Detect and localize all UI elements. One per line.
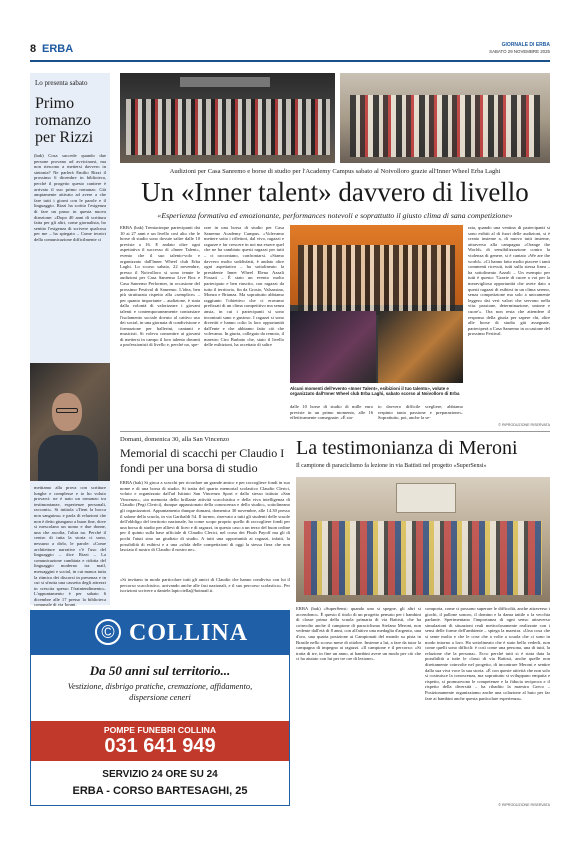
photo-collage xyxy=(290,225,463,383)
chess-col-2: «Si invitano in modo particolare tutti gli amici di Claudio che hanno condiviso con lui il percorso scacchistico, arrivando anche alle fasi nazionali, e il suo percorso scolastico». Per iscrizioni scrivere a daniele.lapicciella@hotmail.it. xyxy=(120,577,290,594)
page-header xyxy=(30,39,550,59)
section-label: ERBA xyxy=(42,43,74,55)
main-col-2: rare in una borsa di studio per Casa Sanremo Academy Campus. «Volevamo mettere sotto i riflettori, dal vivo, ragazzi e ragazze e far crescere in noi ma essere quel che ne ha cambiato questi ragazzi per tutti – ci raccontano, confrontarsi. «Siamo davvero molto soddisfatti, è andato oltre ogni aspettativa – ha sottolineato la presidente Inner Wheel Elena Azzali Fossati – È stato un evento molto partecipato e ben riuscito, con ragazzi da tutto il territorio, fin da Grosio, Valsassina, Monza e Brianza. Ma soprattutto abbiamo raggiunto l'obiettivo che ci eravamo prefissati di un clima competitivo ma senza ansia, in cui i partecipanti si sono incontrati sano e gustoso. I ragazzi si sono divertiti e hanno colto la loro opportunità dall'ente e che abbiamo fatto ciò che volevamo. In giuria, collegato da remoto, il maestro Ciro Barbato che, stato il livello delle esibizioni, ha accettato di salire xyxy=(204,225,284,348)
main-kicker: Audizioni per Casa Sanremo e borse di studio per l'Academy Campus sabato al Noivolloro grazie all'Inner Wheel Erba Laghi xyxy=(169,168,501,175)
meroni-classroom-photo xyxy=(296,477,550,602)
author-body xyxy=(38,435,98,481)
paper-name: GIORNALE DI ERBA xyxy=(501,42,550,48)
stage-banner xyxy=(180,77,270,87)
main-col-right: rata, quando una ventina di partecipanti si sono esibiti al di fuori delle audizioni, si è creato insieme a, di nuovo tutti insieme, attraverso alla campagna «Orange the World» di sensibilizzazione contro la violenza di genere, si è cantato «We are the world». «Ci hanno fatto molto piacere i tanti commenti ricevuti, tutti sulla stessa linea – ha sottolineato Azzali – Un esempio per tutti è questo: 'Grazie di cuore a voi per la meravigliosa opportunità che avete dato a questi ragazzi di esibirsi in un clima sereno, senza competizione ma solo a unicamente leggero dai veri valori che servono nella vita: passione, determinazione, unione e cuore'». Ora non resta che attendere il responso della giuria per sapere chi, oltre alle borse di studio già assegnate, parteciperà a Casa Sanremo in occasione del prossimo Festival. xyxy=(468,225,550,337)
ad-brand-name: COLLINA xyxy=(129,620,249,646)
collage-group xyxy=(298,245,455,315)
ad-address: ERBA - CORSO BARTESAGHI, 25 xyxy=(72,785,248,797)
ad-phone-label: POMPE FUNEBRI COLLINA xyxy=(103,725,217,735)
sidebar-author-photo xyxy=(30,363,110,481)
classroom-window xyxy=(396,483,456,513)
page-number: 8 xyxy=(30,43,37,55)
meroni-credit: © RIPRODUZIONE RISERVATA xyxy=(498,803,550,807)
sidebar-title: Primo romanzo per Rizzi xyxy=(35,95,94,146)
ad-phone-number: 031 641 949 xyxy=(104,735,216,757)
meroni-subtitle: Il campione di paraciclismo fa lezione in via Battisti nel progetto «SuperSensi» xyxy=(296,463,487,469)
chess-col-1: ERBA (bak) Si gioca a scacchi per ricordare un grande amico e per raccogliere fondi in suo nome e di una borsa di studio. Si tratta del quarto memorial scolastico Claudio Clerici, voluto e organizzato dall'ad Istituto San Vincenzo Sport e dallo stesso istituto «San Vincenzo», «in memoria dello brillante attività scacchistica e della viva intelligenza di Claudio (Pegi Clerici), dunque appassionato della conoscenza e dello studio», sottolineano gli organizzatori. Appuntamento dunque domani, domenica 30 novembre, alle 14.30 presso il salone della scuola, in via Garibaldi 54. Il torneo, riservato a tutti gli studenti delle scuole dell'obbligo del territorio nazionale, ha come scopo proprio quello di raccogliere fondi per una borsa di studio per allievi di liceo e di ragazzi, in questo caso a un terzo del buon ordine per il quinto sulla base ufficiale di Claudio Clerici, nel corso dei Flush Payoff ma gli di pochi l'aiuti sino un giudizio di studio. A tutti una opportunità ai ragazzi, infatti, la possibilità di esibirsi e a una «sfida delle competizioni di oggi la stessa fiera che non lasciata il nostro di Claudio il nostro ne». xyxy=(120,480,290,553)
sidebar-box xyxy=(30,73,110,608)
meroni-col-2: comporta, come ci possono superare le difficoltà, anche attraverso i giochi, il pallone sonoro, il domino e la dama tattile o la vecchia parlante. Sperimentano l'importanza di ogni senso attraverso simulazioni di situazioni reali meticolosamente realizzate con i sensi delle forme dell'ambiente – spiega la maestra. «Una cosa che si sente molto e che le cose che a volte a scuola che ci sono in modo intorno a loro. Ha sottolineato che è stato bello vederli, non come quelli sono difficili: è così come una persona, una di tutti, la relazione che la persona». Ecco perché tutti si è stata data la possibilità a tutte le classi di via Battisti, anche quelle non direttamente coinvolte nel progetto, di incontrare Meroni e sentire dalla sua viva voce la sua storia. «È con queste attività che non solo si costruisce la conoscenza, ma soprattutto si sviluppano empatia e rispetto, si promuovono le competenze e la fiducia reciproca e il rispetto della diversità – ha ribadito la maestra Greco – Posizionamente organizziamo anche una colazione al buio per far fare ai bambini anche questa particolare esperienza». xyxy=(425,606,550,701)
funeral-ad xyxy=(30,610,290,806)
ad-headline: Da 50 anni sul territorio... xyxy=(89,663,231,678)
collage-performer-right xyxy=(378,311,463,383)
photo-group-award xyxy=(340,73,550,163)
main-col-3: dalle 10 borse di studio di mille euro previste in un primo momento, alle 16 effettivamente consegnate: «È sta- xyxy=(290,404,373,421)
sidebar-kicker: Lo presenta sabato xyxy=(35,79,88,87)
author-glasses xyxy=(56,408,78,413)
collage-caption: Alcuni momenti dell'evento «Inner Talent», esibizioni il tuo talento», volute e organizzato dall'Inner Wheel club Erba Laghi, sabato scorso al Noivolloro di Erba xyxy=(290,386,460,397)
meroni-title: La testimonianza di Meroni xyxy=(296,437,518,459)
chess-kicker: Domani, domenica 30, alla San Vincenzo xyxy=(120,436,230,443)
main-credit: © RIPRODUZIONE RISERVATA xyxy=(498,423,550,427)
classroom-children xyxy=(304,521,542,595)
ad-logo-circle: © xyxy=(95,619,121,645)
collage-performer-left xyxy=(290,311,376,383)
ad-brand-bar xyxy=(31,611,289,655)
award-people xyxy=(350,95,540,157)
chess-title: Memorial di scacchi per Claudio I fondi per una borsa di studio xyxy=(120,446,285,475)
main-col-1: ERBA (bak) Trentacinque partecipanti dai 10 ai 27 anni e un livello così alto che le borse di studio sono dovute salire dalle 10 previste a 16. E andato oltre ogni aspettativa il successo di «Inner Talent», evento che il suo talento-volo e organizzato dall'Inner Wheel club Erba Laghi. Lo scorso sabato, 22 novembre, presso il Noivolloro si sono tenute le audizioni per Casa Sanremo Live Box e Casa Sanremo Performer, in occasione del prossimo Festival di Sanremo. L'idea, ben più strutturata rispetto alla «semplice» – per quanto importante – audizione, è stata dalla volontà di valorizzare i giovani talenti e contemporaneamente contrastare l'isolamento sociale dovuto al cattivo uso dei social, in una giornata di condivisione e formazione per ballerini, cantanti e musicisti. Si voleva consentire ai giovani di mettersi in campo il loro talento davanti a professionisti di livello e, perché no, spe- xyxy=(120,225,200,348)
main-col-4: to davvero difficile scegliere, abbiamo respinto tanta passione e preparazione». Soprattutto, poi, anche la se- xyxy=(378,404,463,421)
ad-service-hours: SERVIZIO 24 ORE SU 24 xyxy=(102,769,218,780)
sidebar-body-top: (bak) Cosa succede quando due persone provano ad avvicinarsi, ma non riescono a mettersi davvero in sintonia? Ne parlerà Emilio Rizzi il prossimo 6 dicembre in biblioteca, perché il progetto questo cantiere è arrivato il suo primo romanzo. Già ampiamente attivato ad avere a che fare tutti i giorni con le parole e il linguaggio. Rizzi ha scritto l'esigenza di fare un passo in questa nuova direzione: «Dopo 40 anni di scrittura fatta per gli altri, come giornalista, ho sentito l'esigenza di scrivere qualcosa per me – ha spiegato – Come tecnici della comunicazione difficilmente ci xyxy=(34,153,106,242)
main-title: Un «Inner talent» davvero di livello xyxy=(141,177,529,207)
meroni-col-1: ERBA (bak) «SuperSensi: quando uno si spegne, gli altri si accendono». È questo il titolo di un progetto pensato per i bambini di classe prima della scuola primaria di via Battisti, che ha coinvolto anche il campione di paraciclismo Stefano Meroni, non vedente dall'età di 8 anni, con all'attivo una medaglia d'argento, una d'oro, una quarta posizione ai Campionati del mondo su pista in Brasile nello scorso mese di ottobre. Insieme a lui, a fare da tutor la campagna di impegno ai ragazzi. «Il campione e il percorso: «Si tratta di tre, in fine un anno, ai bambini avere un modo per ciò che ci ha aiutato con lui per tre ore di lezione». xyxy=(296,606,421,662)
section-divider xyxy=(120,431,550,432)
ad-services: Vestizione, disbrigo pratiche, cremazione, affidamento, dispersione ceneri xyxy=(67,682,253,702)
header-rule xyxy=(30,60,550,62)
group-people xyxy=(126,99,330,155)
issue-date: SABATO 29 NOVEMBRE 2025 xyxy=(489,49,550,54)
sidebar-body-bottom: mettiamo alla prova con scritture lunghe e complesse e io ho voluto provarci: ne è nato un romanzo tra testimonianze, esperienze personali, racconti». Si intitola «Tieni la bocca non sanguina» e parla di relazioni che non è detto giungano a buon fine, dove si mescolano un uomo e due donne, una che ascolta, l'altra no. Perché il centro di tutta la storia ci sono, nessuno a dirlo, le parole: «Come architetture narrative c'è l'uso del linguaggio – dice Rizzi – La comunicazione cambiata e ridotta del linguaggio moderno tra mail, messaggini e social, in cui manca tutta la ritmica dei discorsi in presenza e in cui si sfrutta una cassetta degli attrezzi in crescita spesso l'fraintendimento». L'appuntamento è per sabato 6 dicembre alle 17 presso la biblioteca comunale di via Iorani. xyxy=(34,485,106,608)
ad-phone-box xyxy=(31,721,289,761)
photo-group-stage xyxy=(120,73,335,163)
main-subtitle: «Esperienza formativa ed emozionante, performances notevoli e soprattutto il giusto clima di sana competizione» xyxy=(157,211,513,220)
